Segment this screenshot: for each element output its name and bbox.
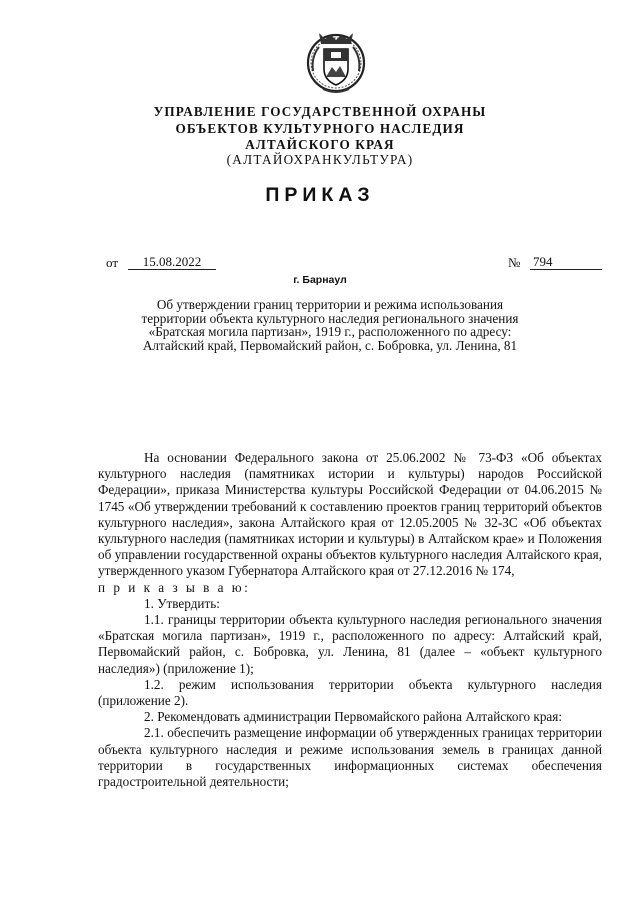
header-line-3: АЛТАЙСКОГО КРАЯ <box>245 137 395 152</box>
document-title: Об утверждении границ территории и режима использования территории объекта культурного наследия регионального значения «Братская могила партизан», 1919 г., расположенного по адресу: Алтайский край, Первомайский район, с. Бобровка, ул. Ленина, 81 <box>141 297 519 353</box>
city: г. Барнаул <box>293 274 347 286</box>
item-2-1: 2.1. обеспечить размещение информации об утвержденных границах территории объекта культурного наследия и режиме использования земель в границах данной территории в государственных информационных системах обеспечения градостроительной деятельности; <box>98 725 602 790</box>
coat-of-arms-emblem <box>305 27 367 95</box>
item-2: 2. Рекомендовать администрации Первомайского района Алтайского края: <box>144 709 563 725</box>
preamble: На основании Федерального закона от 25.06.2002 № 73-ФЗ «Об объектах культурного наследия (памятниках истории и культуры) народов Российской Федерации», приказа Министерства культуры Российской Федерации от 04.06.2015 № 1745 «Об утверждении требований к составлению проектов границ территорий объектов культурного наследия», закона Алтайского края от 12.05.2005 № 32-ЗС «Об объектах культурного наследия (памятниках истории и культуры) в Алтайском крае» и Положения об управлении государственной охраны объектов культурного наследия Алтайского края, утвержденного указом Губернатора Алтайского края от 27.12.2016 № 174, <box>98 450 602 579</box>
date-prefix: от <box>106 255 119 270</box>
item-1: 1. Утвердить: <box>144 595 220 611</box>
header-line-1: УПРАВЛЕНИЕ ГОСУДАРСТВЕННОЙ ОХРАНЫ <box>153 104 487 119</box>
number-prefix: № <box>508 255 521 270</box>
header-line-2: ОБЪЕКТОВ КУЛЬТУРНОГО НАСЛЕДИЯ <box>175 121 465 136</box>
document-type: ПРИКАЗ <box>265 184 375 206</box>
document-date: 15.08.2022 <box>128 254 216 270</box>
order-word: п р и к а з ы в а ю: <box>98 579 251 595</box>
document-body <box>98 450 602 790</box>
item-1-1: 1.1. границы территории объекта культурного наследия регионального значения «Братская могила партизан», 1919 г., расположенного по адресу: Алтайский край, Первомайский район, с. Бобровка, ул. Ленина, 81 (далее – «объект культурного наследия») (приложение 1); <box>98 612 602 676</box>
document-number: 794 <box>530 254 602 270</box>
header-line-4: (АЛТАЙОХРАНКУЛЬТУРА) <box>226 152 414 167</box>
item-1-2: 1.2. режим использования территории объекта культурного наследия (приложение 2). <box>98 676 602 709</box>
